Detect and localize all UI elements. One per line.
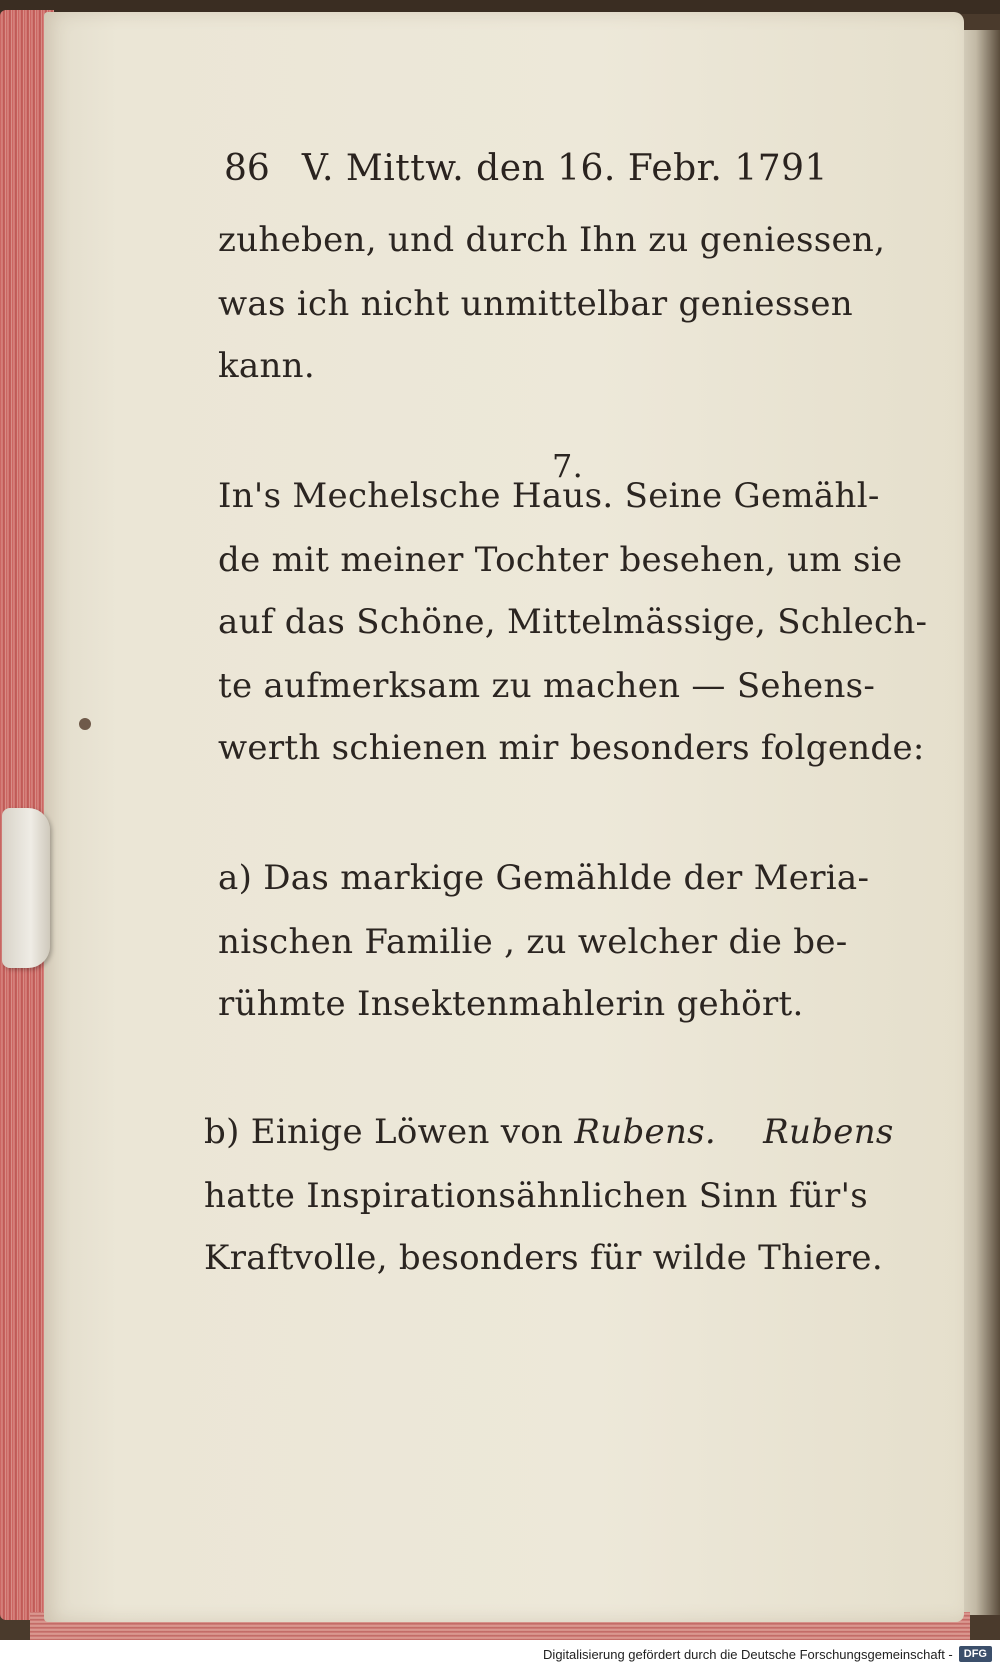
header-title: V. Mittw. den 16. Febr. 1791 bbox=[301, 148, 828, 189]
text-line: auf das Schöne, Mittelmässige, Schlech- bbox=[218, 602, 928, 642]
list-item-b-line: hatte Inspirationsähnlichen Sinn für's bbox=[204, 1176, 868, 1216]
footer-credit: Digitalisierung gefördert durch die Deutsche Forschungsgemeinschaft - bbox=[543, 1646, 953, 1662]
digitization-footer bbox=[0, 1640, 1000, 1668]
list-item-b-text: b) Einige Löwen von bbox=[204, 1112, 564, 1152]
list-item-a-line: rühmte Insektenmahlerin gehört. bbox=[218, 984, 804, 1024]
page-clip bbox=[2, 808, 50, 968]
list-item-a-line: nischen Familie , zu welcher die be- bbox=[218, 922, 848, 962]
dfg-logo: DFG bbox=[959, 1646, 992, 1662]
text-line: werth schienen mir besonders folgende: bbox=[218, 728, 925, 768]
text-line: was ich nicht unmittelbar geniessen bbox=[218, 284, 853, 324]
text-line: kann. bbox=[218, 346, 315, 386]
section-number: 7. bbox=[552, 447, 584, 485]
list-item-b-line bbox=[204, 1112, 894, 1152]
text-line: te aufmerksam zu machen — Sehens- bbox=[218, 666, 876, 706]
page-stack-right-edge bbox=[960, 30, 1000, 1615]
list-item-b-line: Kraftvolle, besonders für wilde Thiere. bbox=[204, 1238, 883, 1278]
list-item-a-line: a) Das markige Gemählde der Meria- bbox=[218, 858, 870, 898]
text-line: zuheben, und durch Ihn zu geniessen, bbox=[218, 220, 886, 260]
text-line: de mit meiner Tochter besehen, um sie bbox=[218, 540, 903, 580]
page-number: 86 bbox=[224, 148, 270, 189]
italic-name: Rubens bbox=[763, 1112, 894, 1152]
text-line: In's Mechelsche Haus. Seine Gemähl- bbox=[218, 476, 880, 516]
running-header bbox=[224, 148, 896, 189]
italic-name: Rubens. bbox=[574, 1112, 716, 1152]
